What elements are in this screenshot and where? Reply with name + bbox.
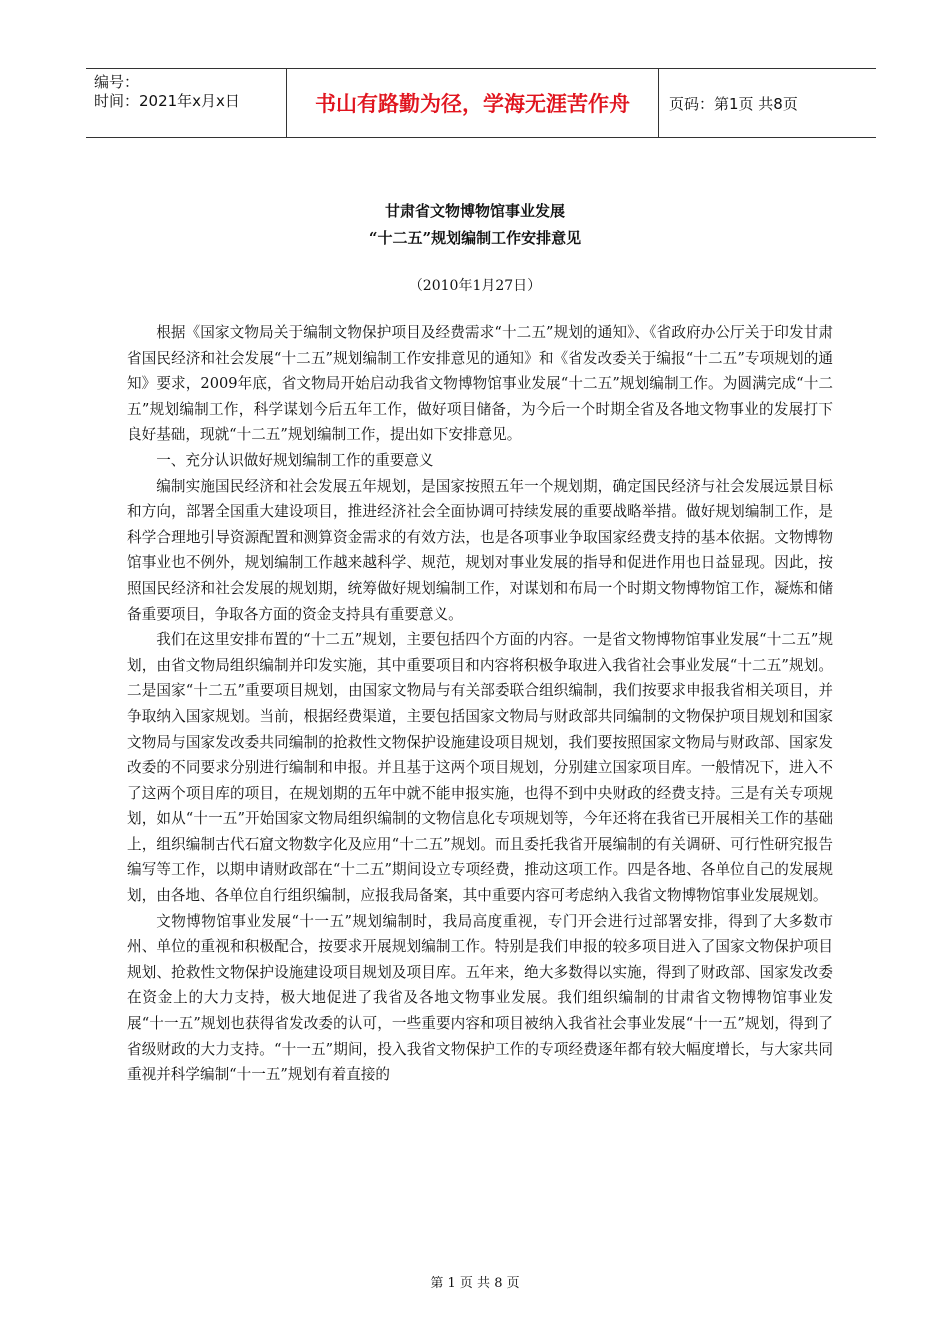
time-label: 时间：2021年x月x日 — [94, 92, 240, 110]
doc-title-line2: “十二五”规划编制工作安排意见 — [368, 229, 582, 247]
paragraph-intro: 根据《国家文物局关于编制文物保护项目及经费需求“十二五”规划的通知》、《省政府办公厅关于印发甘肃省国民经济和社会发展“十二五”规划编制工作安排意见的通知》和《省发改委关于编报“十二五”专项规划的通知》要求，2009年底，省文物局开始启动我省文物博物馆事业发展“十二五”规划编制工作。为圆满完成“十二五”规划编制工作，科学谋划今后五年工作，做好项目储备，为今后一个时期全省及各地文物事业的发展打下良好基础，现就“十二五”规划编制工作，提出如下安排意见。 — [127, 324, 833, 444]
header-meta — [86, 69, 286, 137]
paragraph-significance: 编制实施国民经济和社会发展五年规划，是国家按照五年一个规划期，确定国民经济与社会发展远景目标和方向，部署全国重大建设项目，推进经济社会全面协调可持续发展的重要战略举措。做好规划编制工作，是科学合理地引导资源配置和测算资金需求的有效方法，也是各项事业争取国家经费支持的基本依据。文物博物馆事业也不例外，规划编制工作越来越科学、规范，规划对事业发展的指导和促进作用也日益显现。因此，按照国民经济和社会发展的规划期，统筹做好规划编制工作，对谋划和布局一个时期文物博物馆工作，凝炼和储备重要项目，争取各方面的资金支持具有重要意义。 — [127, 477, 833, 623]
doc-body — [127, 320, 833, 1088]
header-page-code: 页码：第1页 共8页 — [669, 94, 798, 113]
header-motto: 书山有路勤为径，学海无涯苦作舟 — [286, 69, 659, 137]
doc-date: （2010年1月27日） — [408, 278, 542, 294]
number-label: 编号： — [94, 73, 140, 91]
paragraph-contents: 我们在这里安排布置的“十二五”规划，主要包括四个方面的内容。一是省文物博物馆事业发展“十二五”规划，由省文物局组织编制并印发实施，其中重要项目和内容将积极争取进入我省社会事业发展“十二五”规划。二是国家“十二五”重要项目规划，由国家文物局与有关部委联合组织编制，我们按要求申报我省相关项目，并争取纳入国家规划。当前，根据经费渠道，主要包括国家文物局与财政部共同编制的文物保护项目规划和国家文物局与国家发改委共同编制的抢救性文物保护设施建设项目规划，我们要按照国家文物局与财政部、国家发改委的不同要求分别进行编制和申报。并且基于这两个项目规划，分别建立国家项目库。一般情况下，进入不了这两个项目库的项目，在规划期的五年中就不能申报实施，也得不到中央财政的经费支持。三是有关专项规划，如从“十一五”开始国家文物局组织编制的文物信息化专项规划等，今年还将在我省已开展相关工作的基础上，组织编制古代石窟文物数字化及应用“十二五”规划。而且委托我省开展编制的有关调研、可行性研究报告编写等工作，以期申请财政部在“十二五”期间设立专项经费，推动这项工作。四是各地、各单位自己的发展规划，由各地、各单位自行组织编制，应报我局备案，其中重要内容可考虑纳入我省文物博物馆事业发展规划。 — [127, 631, 833, 905]
paragraph-review: 文物博物馆事业发展“十一五”规划编制时，我局高度重视，专门开会进行过部署安排，得到了大多数市州、单位的重视和积极配合，按要求开展规划编制工作。特别是我们申报的较多项目进入了国家文物保护项目规划、抢救性文物保护设施建设项目规划及项目库。五年来，绝大多数得以实施，得到了财政部、国家发改委在资金上的大力支持，极大地促进了我省及各地文物事业发展。我们组织编制的甘肃省文物博物馆事业发展“十一五”规划也获得省发改委的认可，一些重要内容和项目被纳入我省社会事业发展“十一五”规划，得到了省级财政的大力支持。“十一五”期间，投入我省文物保护工作的专项经费逐年都有较大幅度增长，与大家共同重视并科学编制“十一五”规划有着直接的 — [127, 912, 833, 1084]
page-header — [86, 68, 876, 138]
page-footer: 第 1 页 共 8 页 — [430, 1276, 520, 1291]
section-heading-1: 一、充分认识做好规划编制工作的重要意义 — [156, 451, 434, 469]
doc-title-line1: 甘肃省文物博物馆事业发展 — [384, 202, 565, 220]
